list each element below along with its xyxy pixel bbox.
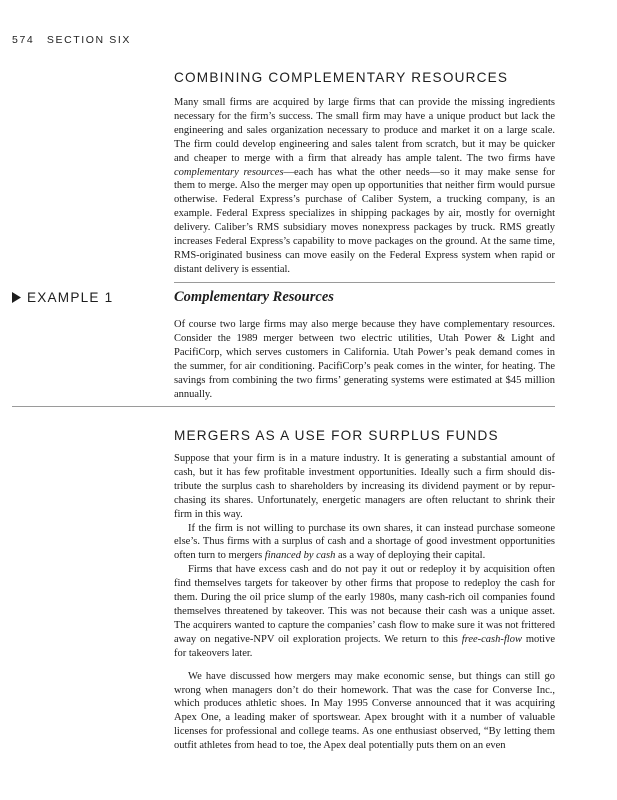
section-label: SECTION SIX	[46, 34, 131, 46]
running-head	[12, 34, 131, 46]
page-number: 574	[12, 34, 35, 46]
triangle-right-icon	[12, 292, 21, 303]
paragraph: We have discussed how mergers may make economic sense, but things can still go wrong when managers don’t do their homework. That was the case for Converse Inc., which produces athletic shoes. In May 1995 Converse announced that it was acquiring Apex One, a leading maker of sportswear. Apex brought with it a number of valuable licenses for professional and college teams. As one enthusiast observed, “By letting them outfit athletes from head to toe, the Apex deal potentially puts them on an even	[174, 670, 555, 752]
paragraph: Firms that have excess cash and do not pay it out or redeploy it by acquisition often find themselves targets for takeover by other firms that propose to redeploy the cash for them. During the oil price slump of the early 1980s, many cash-rich oil companies found themselves threatened by takeover. This was not because their cash was a unique asset. The acquirers wanted to capture the companies’ cash flow to make sure it was not frittered away on negative-NPV oil exploration projects. We return to this free-cash-flow motive for takeovers later.	[174, 564, 555, 659]
paragraph: Many small firms are acquired by large firms that can provide the missing ingredients necessary for the firm’s success. The small firm may have a unique product but lack the engineering and sales organization necessary to produce and market it on a large scale. The firm could develop engineering and sales talent from scratch, but it may be quicker and cheaper to merge with a firm that already has ample talent. The two firms have complementary resources—each has what the other needs—so it may make sense for them to merge. Also the merger may open up opportunities that neither firm would pursue otherwise. Federal Express’s purchase of Caliber System, a trucking company, is an example. Federal Express specializes in shipping packages by air, mostly for overnight delivery. Caliber’s RMS subsidiary moves nonexpress packages by truck. RMS greatly increases Federal Express’s capability to move packages on the ground. At the same time, RMS-originated business can move easily on the Federal Express system when rapid or distant delivery is essential.	[174, 97, 555, 275]
section2-body	[174, 452, 555, 753]
emphasis-term: free-cash-flow	[461, 633, 522, 645]
divider-bottom	[12, 406, 555, 407]
paragraph: Of course two large firms may also merge because they have complementary resources. Consider the 1989 merger between two electric utilities, Utah Power & Light and PacifiCorp, which serves customers in California. Utah Power’s peak demand comes in the summer, for air conditioning. PacifiCorp’s peak comes in the winter, for heating. The savings from combining the two firms’ generating systems were estimated at $45 million annually.	[174, 319, 555, 400]
section1-body	[174, 96, 555, 277]
paragraph: If the firm is not willing to purchase its own shares, it can instead purchase someone else’s. Thus firms with a surplus of cash and a shortage of good investment opportunities often turn to mergers financed by cash as a way of deploying their capital.	[174, 522, 555, 562]
example-body	[174, 318, 555, 401]
divider-top	[174, 282, 555, 283]
section-heading-complementary: COMBINING COMPLEMENTARY RESOURCES	[174, 70, 509, 85]
example-label-text: EXAMPLE 1	[27, 290, 114, 305]
example-title: Complementary Resources	[174, 289, 334, 305]
paragraph: Suppose that your firm is in a mature industry. It is generating a substantial amount of cash, but it has few profitable investment opportunities. Ideally such a firm should distribute the surplus cash to shareholders by increasing its dividend payment or by repurchasing its shares. Unfortunately, energetic managers are often reluctant to shrink their firm in this way.	[174, 453, 555, 520]
section-heading-surplus-funds: MERGERS AS A USE FOR SURPLUS FUNDS	[174, 428, 499, 443]
emphasis-term: financed by cash	[264, 550, 336, 562]
example-label	[12, 290, 113, 305]
emphasis-term: complementary resources	[174, 166, 284, 178]
